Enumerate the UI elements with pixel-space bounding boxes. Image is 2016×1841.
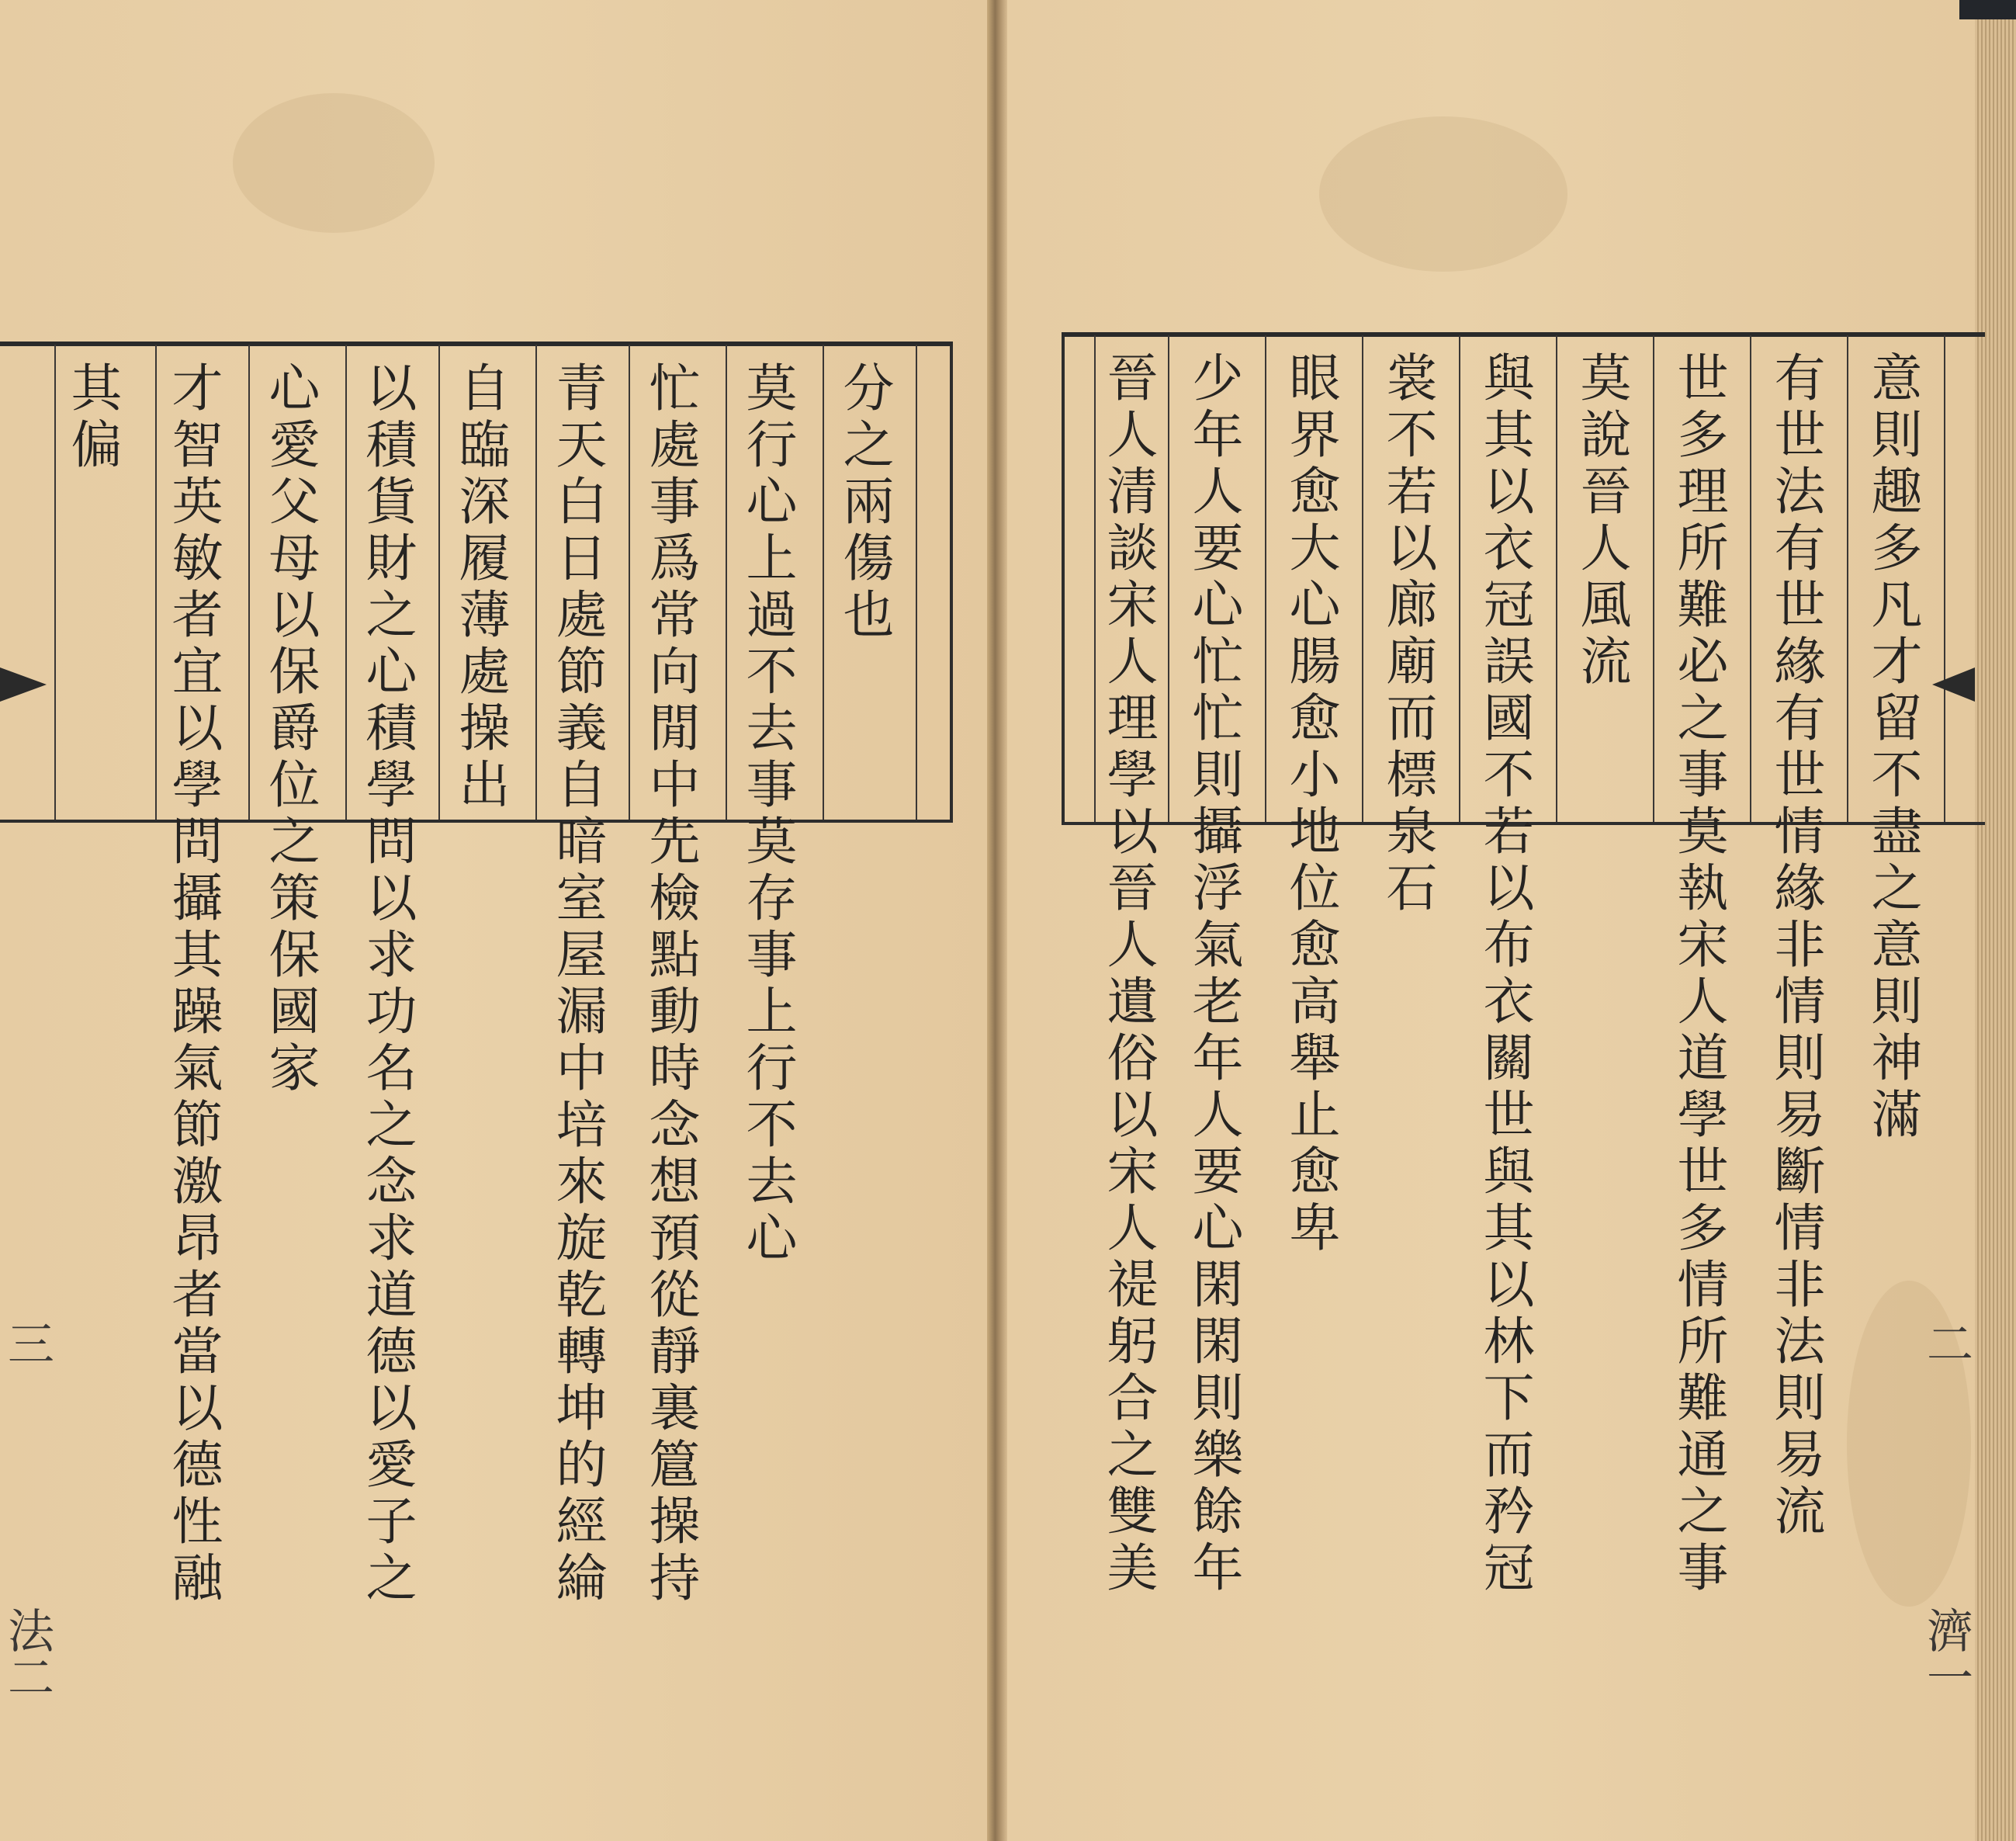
column-rule — [1265, 335, 1266, 822]
text-column: 意則趣多凡才留不盡之意則神滿 — [1862, 351, 1922, 1144]
page-stack-edge — [1975, 0, 2016, 1841]
text-column: 與其以衣冠誤國不若以布衣關世與其以林下而矜冠 — [1474, 351, 1534, 1597]
column-rule — [629, 345, 630, 820]
text-column: 晉人清談宋人理學以晉人遺俗以宋人禔躬合之雙美 — [1098, 351, 1158, 1597]
book-gutter — [987, 0, 1007, 1841]
text-column: 分之兩傷也 — [834, 361, 894, 644]
text-column: 自臨深履薄處操出 — [450, 361, 510, 814]
column-rule — [248, 345, 250, 820]
text-column: 世多理所難必之事莫執宋人道學世多情所難通之事 — [1668, 351, 1728, 1597]
column-rule — [535, 345, 537, 820]
margin-mark: 濟一 — [1919, 1607, 1973, 1700]
right-frame-inner-rule — [1094, 335, 1096, 822]
margin-mark: 二 — [1919, 1319, 1973, 1366]
paper-stain — [233, 93, 435, 233]
text-column: 眼界愈大心腸愈小地位愈高舉止愈卑 — [1280, 351, 1340, 1257]
column-rule — [1459, 335, 1460, 822]
column-rule — [1556, 335, 1557, 822]
text-column: 莫行心上過不去事莫存事上行不去心 — [737, 361, 797, 1267]
left-frame-inner-rule — [916, 345, 917, 820]
column-rule — [1944, 335, 1945, 822]
left-page — [0, 0, 995, 1841]
column-rule — [155, 345, 157, 820]
column-rule — [1653, 335, 1654, 822]
column-rule — [726, 345, 727, 820]
text-column: 以積貨財之心積學問以求功名之念求道德以愛子之 — [357, 361, 417, 1607]
text-column: 裳不若以廊廟而標泉石 — [1377, 351, 1437, 917]
margin-mark: 法二 — [0, 1607, 54, 1700]
column-rule — [1362, 335, 1363, 822]
text-column: 少年人要心忙忙則攝浮氣老年人要心閑閑則樂餘年 — [1183, 351, 1243, 1597]
text-column: 其偏 — [62, 361, 122, 474]
column-rule — [345, 345, 347, 820]
text-column: 才智英敏者宜以學問攝其躁氣節激昂者當以德性融 — [163, 361, 223, 1607]
text-column: 青天白日處節義自暗室屋漏中培來旋乾轉坤的經綸 — [547, 361, 607, 1607]
fishtail-mark — [0, 667, 47, 702]
column-rule — [438, 345, 440, 820]
text-column: 莫說晉人風流 — [1571, 351, 1631, 691]
text-column: 有世法有世緣有世情緣非情則易斷情非法則易流 — [1765, 351, 1825, 1541]
column-rule — [1168, 335, 1169, 822]
column-rule — [1847, 335, 1848, 822]
margin-mark: 三 — [0, 1319, 54, 1366]
column-rule — [823, 345, 824, 820]
fishtail-mark — [1932, 667, 1975, 702]
text-column: 心愛父母以保爵位之策保國家 — [260, 361, 320, 1097]
dark-corner — [1959, 0, 2016, 19]
column-rule — [1750, 335, 1751, 822]
left-top-rule — [0, 342, 953, 346]
text-column: 忙處事爲常向閒中先檢點動時念想預從靜裏󠄀簄操持 — [640, 361, 700, 1607]
column-rule — [54, 345, 56, 820]
paper-stain — [1319, 116, 1567, 272]
